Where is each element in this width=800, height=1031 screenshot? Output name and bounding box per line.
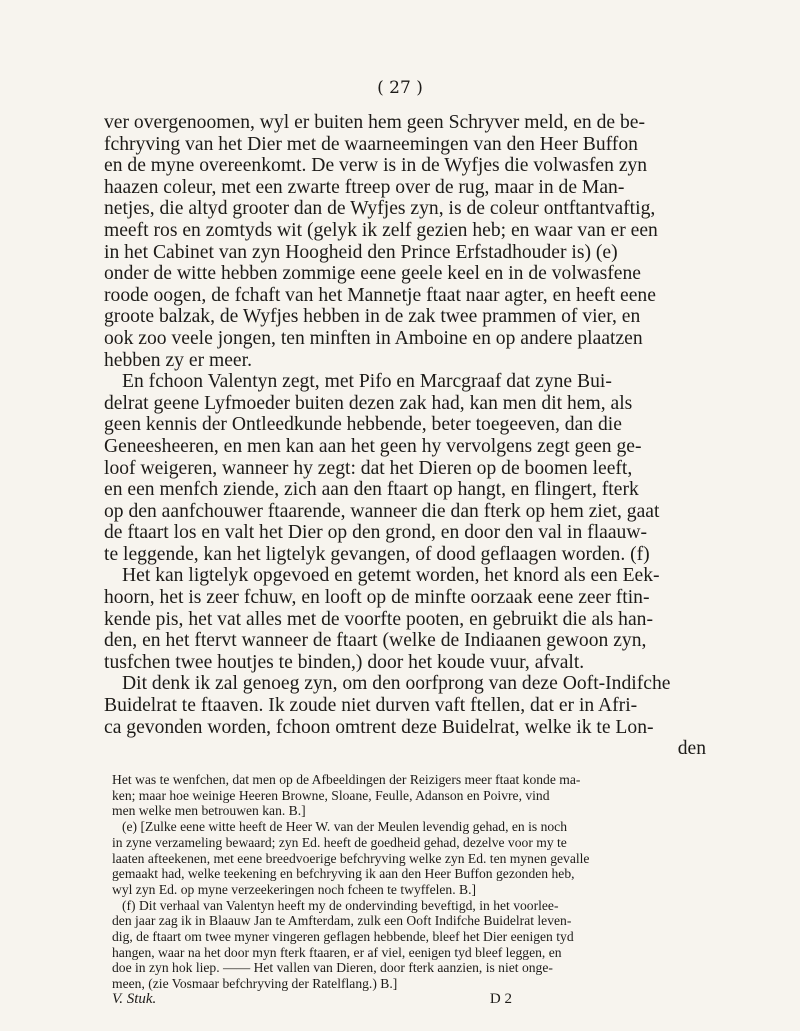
text-line: delrat geene Lyfmoeder buiten dezen zak had, kan men dit hem, als xyxy=(104,392,633,414)
footnote-line: laaten afteekenen, met eene breedvoerige befchryving welke zyn Ed. ten mynen gevalle xyxy=(112,850,590,866)
footnote-line: men welke men betrouwen kan. B.] xyxy=(112,803,306,819)
text-line: onder de witte hebben zommige eene geele keel en in de volwasfene xyxy=(104,263,641,285)
signature-line xyxy=(112,992,512,1008)
page-number: ( 27 ) xyxy=(377,78,423,98)
text-line: haazen coleur, met een zwarte ftreep over de rug, maar in de Man- xyxy=(104,176,625,198)
text-line: Geneesheeren, en men kan aan het geen hy vervolgens zegt geen ge- xyxy=(104,435,642,457)
text-line: kende pis, het vat alles met de voorfte pooten, en gebruikt die als han- xyxy=(104,608,653,630)
text-line: op den aanfchouwer ftaarende, wanneer die dan fterk op hem ziet, gaat xyxy=(104,500,660,522)
footnote-line: ken; maar hoe weinige Heeren Browne, Sloane, Feulle, Adanson en Poivre, vind xyxy=(112,787,550,803)
volume-signature: V. Stuk. xyxy=(112,990,157,1007)
footnote-line: meen, (zie Vosmaar befchryving der Ratelflang.) B.] xyxy=(112,976,398,992)
text-line: ca gevonden worden, fchoon omtrent deze Buidelrat, welke ik te Lon- xyxy=(104,716,654,738)
text-line: tusfchen twee houtjes te binden,) door het koude vuur, afvalt. xyxy=(104,651,585,673)
text-line: Buidelrat te ftaaven. Ik zoude niet durven vaft ftellen, dat er in Afri- xyxy=(104,695,638,717)
text-line: roode oogen, de fchaft van het Mannetje ftaat naar agter, en heeft eene xyxy=(104,284,656,306)
text-line: fchryving van het Dier met de waarneemingen van den Heer Buffon xyxy=(104,133,638,155)
text-line: hoorn, het is zeer fchuw, en looft op de minfte oorzaak eene zeer ftin- xyxy=(104,587,650,609)
catchword: den xyxy=(677,738,706,760)
text-line: En fchoon Valentyn zegt, met Pifo en Marcgraaf dat zyne Bui- xyxy=(122,371,612,393)
footnote-line: dig, de ftaart om twee myner vingeren geflagen hebbende, bleef het Dier eenigen tyd xyxy=(112,929,574,945)
footnote-line: (f) Dit verhaal van Valentyn heeft my de ondervinding beveftigd, in het voorlee- xyxy=(122,897,559,913)
text-line: ver overgenoomen, wyl er buiten hem geen Schryver meld, en de be- xyxy=(104,112,645,133)
main-text xyxy=(104,112,712,760)
text-line: Dit denk ik zal genoeg zyn, om den oorfprong van deze Ooft-Indifche xyxy=(122,673,671,695)
text-line: ook zoo veele jongen, ten minften in Amboine en op andere plaatzen xyxy=(104,327,643,349)
signature-mark: D 2 xyxy=(489,990,512,1007)
text-line: te leggende, kan het ligtelyk gevangen, of dood geflaagen worden. (f) xyxy=(104,543,650,565)
text-line: geen kennis der Ontleedkunde hebbende, beter toegeeven, dan die xyxy=(104,414,622,436)
text-line: netjes, die altyd grooter dan de Wyfjes zyn, is de coleur ontftantvaftig, xyxy=(104,198,656,220)
footnote-line: gemaakt had, welke teekening en befchryving ik aan den Heer Buffon gezonden heb, xyxy=(112,866,575,882)
footnote-line: wyl zyn Ed. op myne verzeekeringen noch fcheen te twyffelen. B.] xyxy=(112,881,476,897)
text-line: den, en het ftervt wanneer de ftaart (welke de Indiaanen gewoon zyn, xyxy=(104,630,647,652)
text-line: meeft ros en zomtyds wit (gelyk ik zelf gezien heb; en waar van er een xyxy=(104,219,658,241)
text-line: de ftaart los en valt het Dier op den grond, en door den val in flaauw- xyxy=(104,522,647,544)
text-line: hebben zy er meer. xyxy=(104,349,252,371)
text-line: loof weigeren, wanneer hy zegt: dat het Dieren op de boomen leeft, xyxy=(104,457,633,479)
text-line: en een menfch ziende, zich aan den ftaart op hangt, en flingert, fterk xyxy=(104,479,639,501)
footnote-line: hangen, waar na het door myn fterk ftaaren, er af viel, eenigen tyd bleef leggen, en xyxy=(112,944,562,960)
footnote-line: in zyne verzameling bewaard; zyn Ed. heeft de goedheid gehad, dezelve voor my te xyxy=(112,834,567,850)
footnote-line: den jaar zag ik in Blaauw Jan te Amfterdam, zulk een Ooft Indifche Buidelrat leven- xyxy=(112,913,572,929)
text-line: Het kan ligtelyk opgevoed en getemt worden, het knord als een Eek- xyxy=(122,565,660,587)
footnote-line: (e) [Zulke eene witte heeft de Heer W. van der Meulen levendig gehad, en is noch xyxy=(122,819,568,835)
footnote-line: doe in zyn hok liep. —— Het vallen van Dieren, door fterk aanzien, is niet onge- xyxy=(112,960,553,976)
text-line: in het Cabinet van zyn Hoogheid den Prince Erfstadhouder is) (e) xyxy=(104,241,618,263)
text-line: en de myne overeenkomt. De verw is in de Wyfjes die volwasfen zyn xyxy=(104,155,648,177)
footnote-line: Het was te wenfchen, dat men op de Afbeeldingen der Reizigers meer ftaat konde ma- xyxy=(112,772,581,787)
footnotes xyxy=(112,772,710,1008)
text-line: groote balzak, de Wyfjes hebben in de zak twee prammen of vier, en xyxy=(104,306,641,328)
